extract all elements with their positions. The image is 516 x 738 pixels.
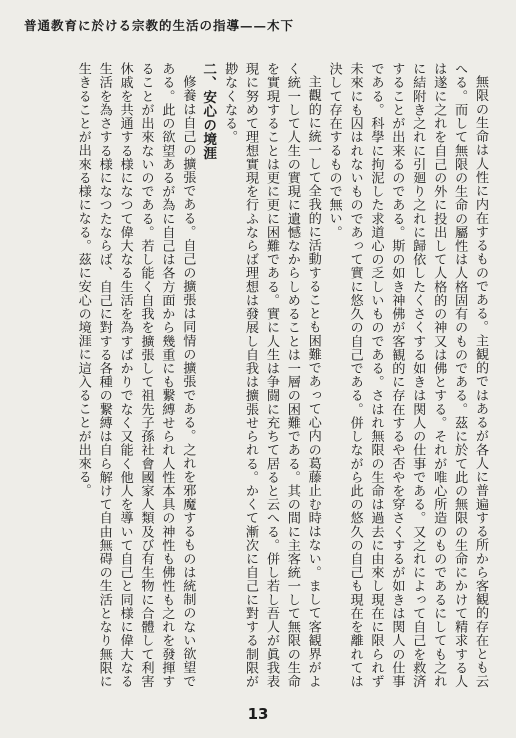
running-head: 普通教育に於ける宗教的生活の指導——木下 xyxy=(24,18,295,33)
body-text xyxy=(26,62,490,688)
section-heading xyxy=(197,62,218,688)
paragraph-3: 修養は自己の擴張である。自己の擴張は同情の擴張である。之れを邪魔するものは統制のない欲望である。此の欲望あるが為に自己は各方面から幾重にも繋縛せられ人性本具の神性も佛性も之れを發揮することが出來ないのである。若し能く自我を擴張して祖先子孫社會國家人類及び有生物に合體して利害休戚を共通する様になつて偉大なる生活を為すばかりでなく又能く他人を導いて自己と同様に偉大なる生活を為さする様になつたならば、自己に對する各種の繋縛は自ら解けて自由無碍の生活となり無限に生きることが出來る様になる。茲に安心の境涯に這入ることが出來る。 xyxy=(75,62,196,688)
paragraph-2: 主觀的に統一して全我的に活動することも困難であって心内の葛藤止む時はない。まして客観界がよく統一して人生の實現に遺憾なからしめることは一層の困難である。其の間に主客統一して無限の生命を實現することは更に更に困難である。實に人生は争闘に充ちて居ると云へる。併し若し吾人が眞我表現に努めて理想實現を行ふならば理想は發展し自我は擴張せられる。かくて漸次に自己に對する制限が尠なくなる。 xyxy=(222,62,321,688)
section-title: 安心の境涯 xyxy=(200,90,217,160)
paragraph-1: 無限の生命は人性に内在するものである。主観的ではあるが各人に普遍する所から客観的存在とも云へる。而して無限の生命の屬性は人格固有のものである。茲に於て此の無限の生命にかけて精求する人は遂に之れを自己の外に投出して人格的の神又は佛とする。それが唯心所造のものであるにしても之れに結附き之れに引廻り之れに歸依したくさくする如きは関人の仕事である。又之れによって自己を救済することが出来るのである。斯の如き神佛が客観的に存在するや否やを穿さくするが如きは関人の仕事である。科學に拘泥した求道心の乏しいものである。さはれ無限の生命は過去に由來し現在に限られず未來にも囚はれないものであって實に悠久の自己である。併しながら此の悠久の自己も現在を離れては決して存在するもので無い。 xyxy=(326,62,488,688)
page-number: 13 xyxy=(247,705,269,723)
section-number: 二、 xyxy=(200,62,217,90)
